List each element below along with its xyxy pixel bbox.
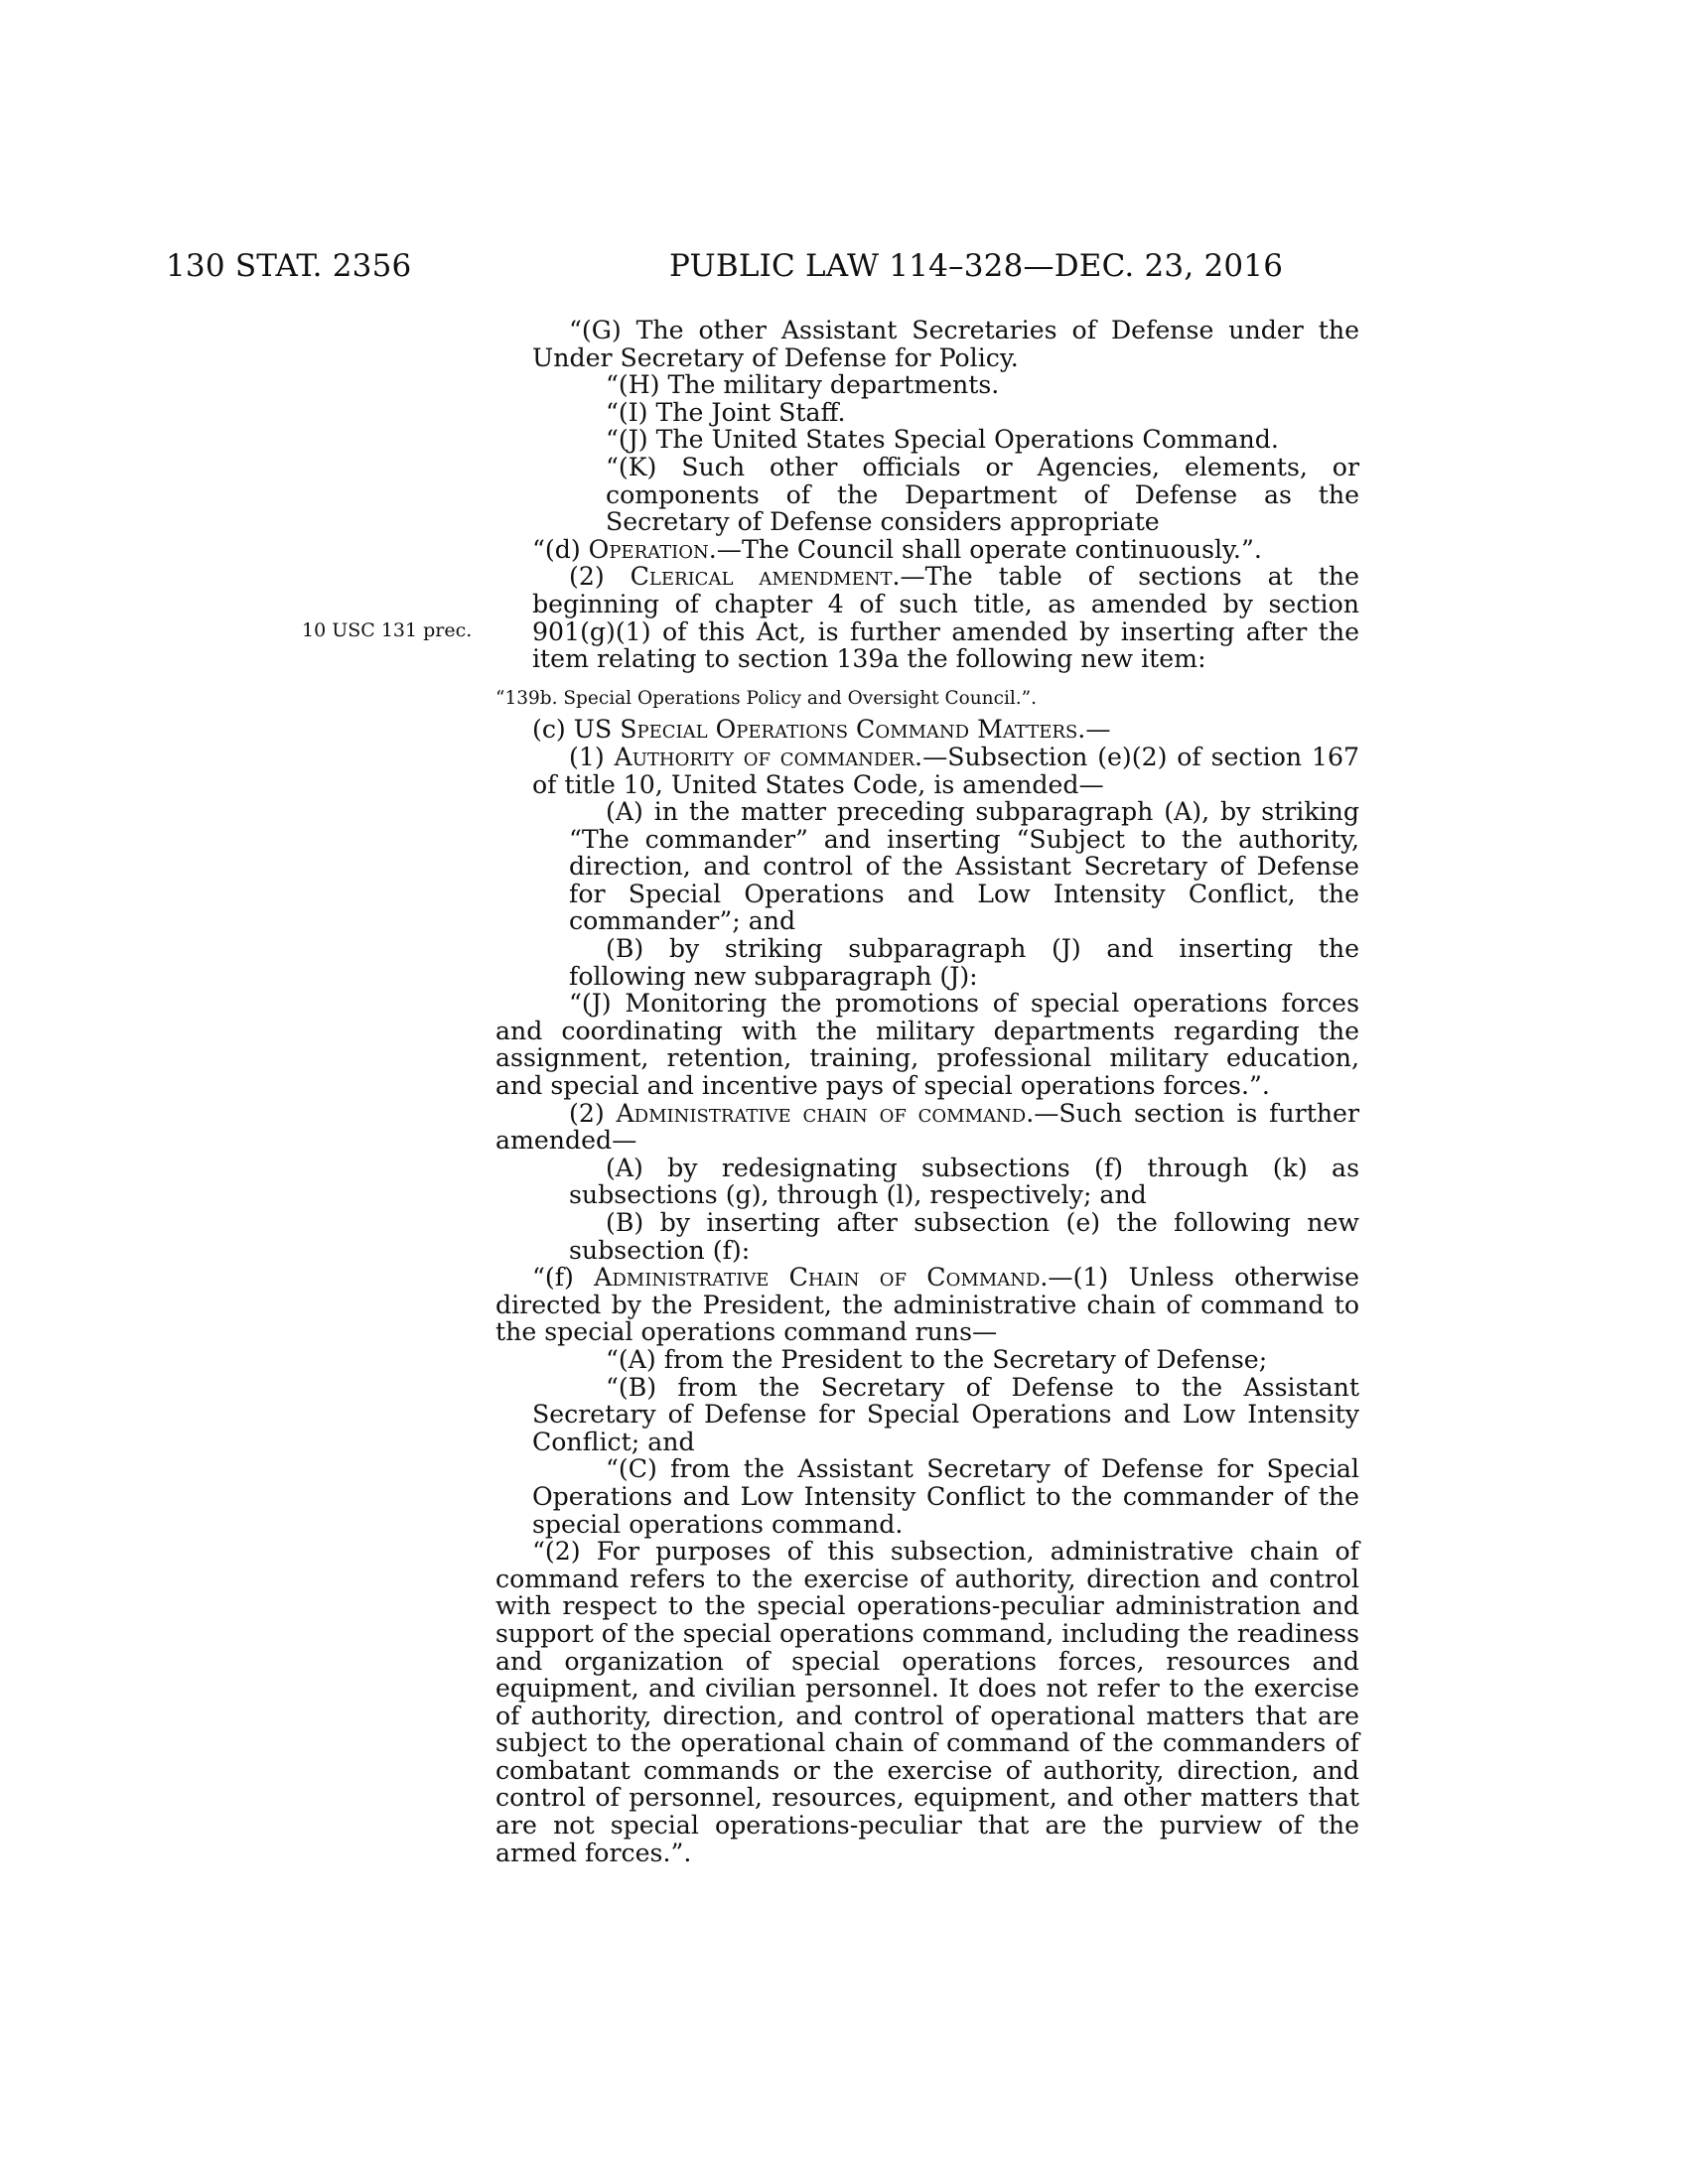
quoted-subparagraph-j: “(J) Monitoring the promotions of special operations forces and coordinating with the military departments regarding the assignment, retention, training, professional military education, and special and incentive pays of special operations forces.”. bbox=[495, 989, 1359, 1101]
subsection-d bbox=[532, 536, 1359, 564]
paragraph-k-text: “(K) Such other officials or Agencies, elements, or components of the Department of Defense as the Secretary of Defense considers appropriate bbox=[606, 452, 1359, 537]
subsection-f-open: “(f) bbox=[532, 1263, 595, 1293]
paragraph-g: “(G) The other Assistant Secretaries of Defense under the Under Secretary of Defense for Policy. bbox=[532, 316, 1359, 372]
paragraph-h: “(H) The military departments. bbox=[606, 370, 1000, 400]
clause-fb: “(B) from the Secretary of Defense to the Assistant Secretary of Defense for Special Operations and Low Intensity Conflict; and bbox=[532, 1372, 1359, 1456]
paragraph-j: “(J) The United States Special Operations Command. bbox=[606, 425, 1279, 455]
subparagraph-1b: (B) by striking subparagraph (J) and inserting the following new subparagraph (J): bbox=[569, 934, 1359, 991]
clerical-amendment-heading: Clerical amendment. bbox=[630, 562, 901, 592]
paragraph-1-text: —Subsection (e)(2) of section 167 of title 10, United States Code, is amended— bbox=[532, 742, 1359, 799]
paragraph-2-open: (2) bbox=[569, 1098, 617, 1128]
subsection-f-paragraph-2: “(2) For purposes of this subsection, administrative chain of command refers to the exercise of authority, direction and control with respect to the special operations-peculiar administration and support of the special operations command, including the readiness and organization of special operations forces, resources and equipment, and civilian personnel. It does not refer to the exercise of authority, direction, and control of operational matters that are subject to the operational chain of command of the commanders of combatant commands or the exercise of authority, direction, and control of personnel, resources, equipment, and other matters that are not special operations-peculiar that are the purview of the armed forces.”. bbox=[495, 1537, 1359, 1867]
subsection-d-text: —The Council shall operate continuously.”. bbox=[716, 534, 1262, 564]
paragraph-1-authority bbox=[532, 744, 1359, 798]
statute-page-number: 130 STAT. 2356 bbox=[166, 248, 412, 284]
subsection-f-heading: Administrative Chain of Command. bbox=[594, 1263, 1049, 1293]
public-law-header: PUBLIC LAW 114–328—DEC. 23, 2016 bbox=[669, 248, 1284, 284]
paragraph-2-heading: Administrative chain of command. bbox=[616, 1098, 1035, 1128]
subsection-d-open: “(d) bbox=[532, 534, 589, 564]
statute-text bbox=[495, 317, 1359, 1866]
paragraph-k bbox=[606, 454, 1359, 536]
clerical-amendment bbox=[532, 563, 1359, 672]
paragraph-i: “(I) The Joint Staff. bbox=[606, 397, 846, 427]
clerical-amendment-text: —The table of sections at the beginning of chapter 4 of such title, as amended by section 901(g)(1) of this Act, is further amended by inserting after the item relating to section 139a the following new item: bbox=[532, 562, 1360, 674]
paragraph-1-open: (1) bbox=[569, 742, 615, 771]
paragraph-1-heading: Authority of commander. bbox=[614, 742, 923, 771]
subsection-c-heading: US Special Operations Command Matters. bbox=[573, 715, 1086, 745]
subsection-c-text: — bbox=[1085, 715, 1111, 745]
paragraph-2-administrative bbox=[495, 1100, 1359, 1155]
clerical-amendment-open: (2) bbox=[569, 562, 631, 592]
margin-citation-note: 10 USC 131 prec. bbox=[302, 619, 473, 641]
quoted-subsection-f bbox=[495, 1264, 1359, 1346]
subparagraph-1a: (A) in the matter preceding subparagraph (A), by striking “The commander” and inserting “Subject to the authority, direction, and control of the Assistant Secretary of Defense for Special Operations and Low Intensity Conflict, the commander”; and bbox=[569, 797, 1359, 936]
subsection-c bbox=[532, 716, 1359, 744]
subparagraph-2b: (B) by inserting after subsection (e) the following new subsection (f): bbox=[569, 1208, 1359, 1265]
subsection-d-heading: Operation. bbox=[588, 534, 717, 564]
subparagraph-2a: (A) by redesignating subsections (f) through (k) as subsections (g), through (l), respectively; and bbox=[569, 1153, 1359, 1210]
table-of-sections-item: “139b. Special Operations Policy and Oversight Council.”. bbox=[495, 687, 1038, 709]
subsection-f-text: —(1) Unless otherwise directed by the President, the administrative chain of command to the special operations command runs— bbox=[495, 1263, 1360, 1347]
clause-fa: “(A) from the President to the Secretary of Defense; bbox=[606, 1344, 1268, 1374]
clause-fc: “(C) from the Assistant Secretary of Defense for Special Operations and Low Intensity Conflict to the commander of the special operations command. bbox=[532, 1454, 1359, 1539]
subsection-c-open: (c) bbox=[532, 715, 574, 745]
paragraph-2-text: —Such section is further amended— bbox=[495, 1098, 1359, 1156]
